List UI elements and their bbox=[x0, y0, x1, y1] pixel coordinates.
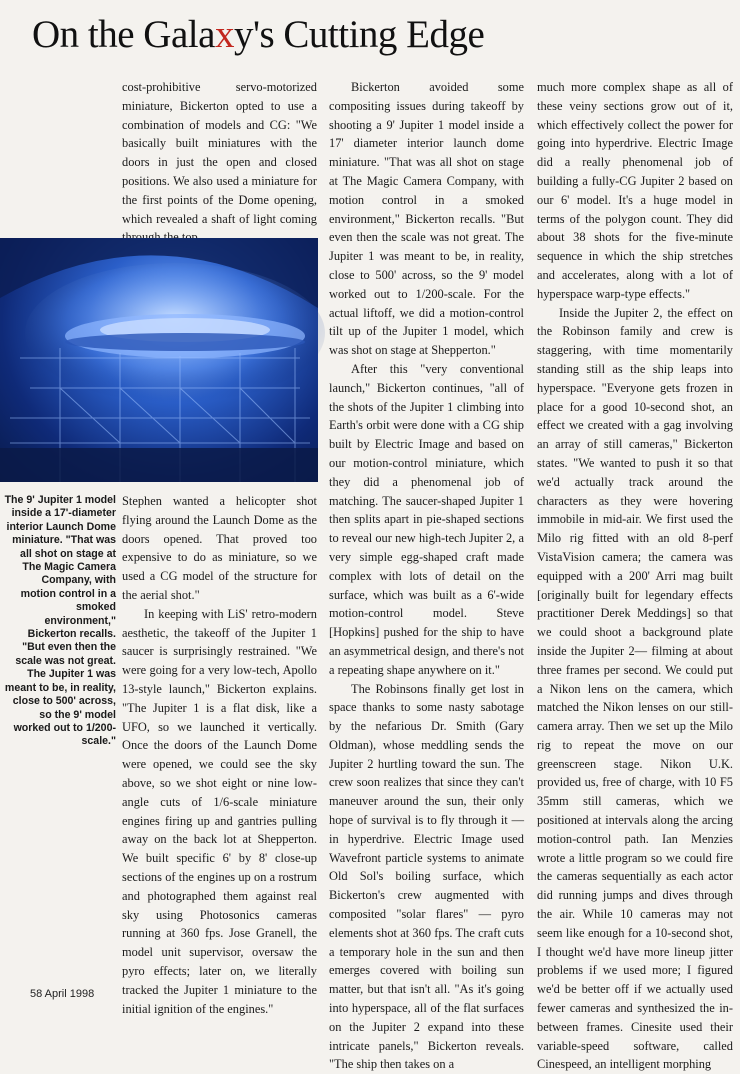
article-paragraph: The Robinsons finally get lost in space thanks to some nasty sabotage by the nefarious Dr. Smith (Gary Oldman), whose meddling sends the Jupiter 2 hurtling toward the sun. The crew soon realizes that since they can't maneuver around the sun, their only hope of survival is to fly through it — in hyperdrive. Electric Image used Wavefront particle systems to animate Old Sol's boiling surface, which Bickerton's crew augmented with composited "solar flares" — pyro elements shot at 360 fps. The craft cuts a temporary hole in the sun and then emerges covered with boiling sun matter, but that isn't all. "As it's going into hyperspace, all of the flat surfaces on the Jupiter 2 expand into these intricate panels," Bickerton reveals. "The ship then takes on a bbox=[329, 680, 524, 1074]
page-title: On the Galaxy's Cutting Edge bbox=[32, 12, 484, 57]
launch-dome-photo bbox=[0, 238, 318, 482]
article-paragraph: much more complex shape as all of these veiny sections grow out of it, which effectively collect the power for going into hyperdrive. Electric Image did a really phenomenal job of building a fully-CG Jupiter 2 based on our 6' model. It's a huge model in terms of the polygon count. They did about 38 shots for the five-minute sequence in which the ship stretches and accelerates, along with a lot of hyperspace warp-type effects." bbox=[537, 78, 733, 304]
article-paragraph: cost-prohibitive servo-motorized miniature, Bickerton opted to use a combination of models and CG: "We basically built miniatures with the doors in just the open and closed positions. We also used a miniature for the first points of the Dome opening, which revealed a shaft of light coming bbox=[122, 78, 317, 247]
article-paragraph: In keeping with LiS' retro-modern aesthetic, the takeoff of the Jupiter 1 saucer is surprisingly restrained. "We were going for a very low-tech, Apollo 13-style launch," Bickerton explains. "The Jupiter 1 is a flat disk, like a UFO, so we launched it vertically. Once the doors of the Launch Dome were opened, we could see the sky above, so we shot eight or nine low-angle cuts of 1/6-scale miniature engines firing up and gantries pulling away on the back lot at Shepperton. We built specific 6' by 8' close-up sections of the engines up on a rostrum and photographed them against real sky using Photosonics cameras running at 360 fps. Jose Granell, the model unit supervisor, oversaw the pyro effects; later on, we literally tracked the Jupiter 1 miniature to the initial ignition of the engines." bbox=[122, 605, 317, 1019]
article-paragraph: Inside the Jupiter 2, the effect on the Robinson family and crew is staggering, with time momentarily standing still as the ship leaps into hyperspace. "Everyone gets frozen in place for a good 10-second shot, an effect we created with a gag involving an array of still cameras," Bickerton states. "We wanted to push it so that we'd actually track around the characters as they were hovering immobile in mid-air. We first used the Milo rig fitted with an old 8-perf VistaVision camera; the camera was equipped with a 200' Arri mag built [originally built for legendary effects practitioner Derek Meddings] so that we could shoot a background plate inside the Jupiter 2— filming at about three frames per second. We could put a Nikon lens on the camera, which matched the Nikon lenses on our still-camera array. Then we set up the Milo rig to repeat the move on our greenscreen stage. Nikon U.K. provided us, free of charge, with 10 F5 35mm still cameras, which we positioned at intervals along the arcing motion-control path. Ian Menzies wrote a little program so we could fire the cameras sequentially as each actor did running jumps and dives through the air. While 10 cameras may not seem like enough for a 10-second shot, I thought we'd have more lineup jitter problems if we used more; I figured we'd be better off if we actually used fewer cameras and synthesized the in-between frames. Cinesite used their variable-speed software, called Cinespeed, an intelligent morphing bbox=[537, 304, 733, 1074]
photo-caption: The 9' Jupiter 1 model inside a 17'-diameter interior Launch Dome miniature. "That was all shot on stage at The Magic Camera Company, with motion control in a smoked environment," Bickerton recalls. "But even then the scale was not great. The Jupiter 1 was meant to be, in reality, close to 500' across, so the 9' model worked out to 1/200-scale." bbox=[4, 494, 116, 749]
launch-dome-illustration bbox=[0, 238, 318, 482]
article-paragraph: After this "very conventional launch," Bickerton continues, "all of the shots of the Jupiter 1 climbing into Earth's orbit were done with a CG ship built by Electric Image and based on our motion-control miniature, which they did a phenomenal job of matching. The saucer-shaped Jupiter 1 then splits apart in pie-shaped sections to reveal our new high-tech Jupiter 2, a very simple egg-shaped craft made complex with lots of detail on the surface, which was built as a 6'-wide motion-control model. Steve [Hopkins] pushed for the ship to have an asymmetrical design, and there's not a repeating shape anywhere on it." bbox=[329, 360, 524, 680]
title-accent-letter: x bbox=[215, 13, 234, 56]
article-column-1-top bbox=[122, 78, 317, 247]
page-folio: 58 April 1998 bbox=[30, 988, 94, 1000]
article-column-2 bbox=[329, 78, 524, 976]
article-column-3 bbox=[537, 78, 733, 976]
article-paragraph: Stephen wanted a helicopter shot flying around the Launch Dome as the doors opened. That proved too expensive to do as miniature, so we used a CG model of the structure for the aerial shot." bbox=[122, 492, 317, 605]
article-column-1-bottom bbox=[122, 492, 317, 976]
article-paragraph: Bickerton avoided some compositing issues during takeoff by shooting a 9' Jupiter 1 model inside a 17' diameter interior launch dome miniature. "That was all shot on stage at The Magic Camera Company, with motion control in a smoked environment," Bickerton recalls. "But even then the scale was not great. The Jupiter 1 was meant to be, in reality, close to 500' across, so the 9' model worked out to 1/200-scale. For the actual liftoff, we did a motion-control tilt up of the Jupiter 1 model, which was shot on stage at Shepperton." bbox=[329, 78, 524, 360]
